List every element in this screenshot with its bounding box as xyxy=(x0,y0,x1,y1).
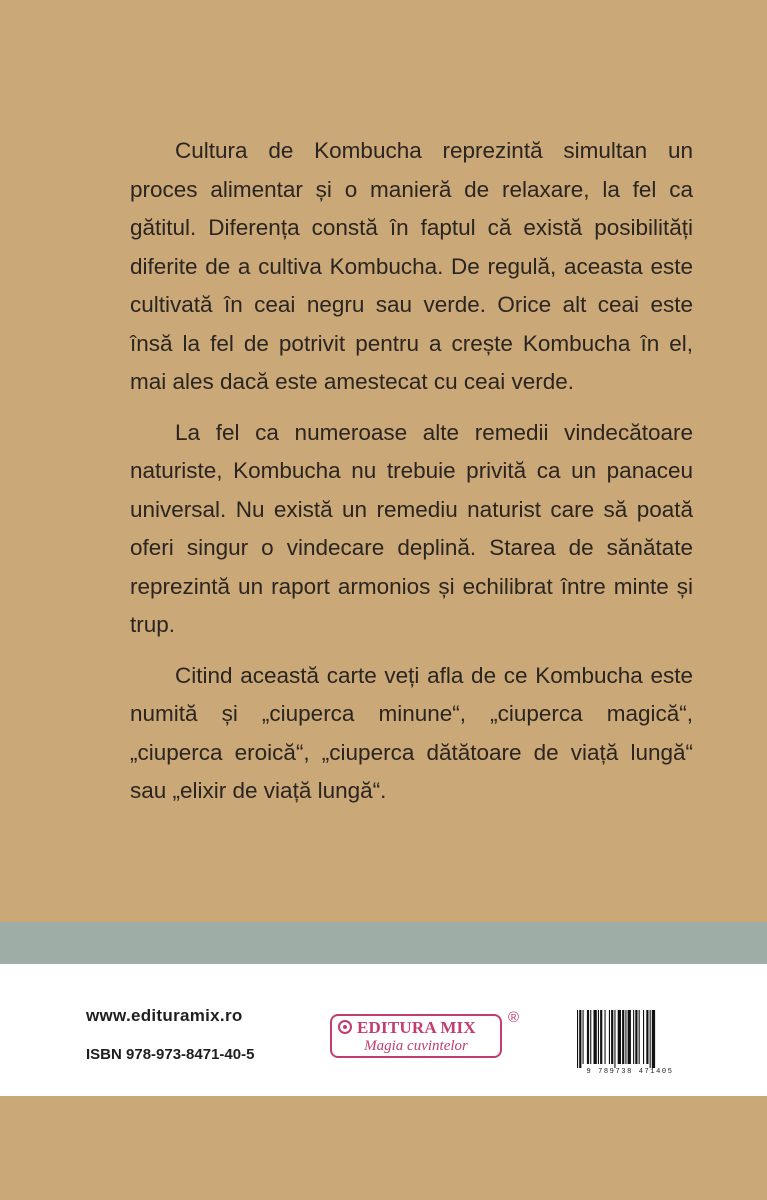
blurb-paragraph-1: Cultura de Kombucha reprezintă simultan un proces alimentar și o manieră de relaxare, la fel ca gătitul. Diferența constă în faptul că există posibilități diferite de a cultiva Kombucha. De regulă, aceasta este cultivată în ceai negru sau verde. Orice alt ceai este însă la fel de potrivit pentru a crește Kombucha în el, mai ales dacă este amestecat cu ceai verde. xyxy=(130,138,693,394)
website-url[interactable]: www.edituramix.ro xyxy=(86,1006,243,1025)
isbn-barcode xyxy=(575,1010,685,1078)
isbn-number: ISBN 978-973-8471-40-5 xyxy=(86,1046,255,1063)
flower-icon xyxy=(338,1020,352,1034)
blurb-paragraph-2: La fel ca numeroase alte remedii vindecătoare naturiste, Kombucha nu trebuie privită ca un panaceu universal. Nu există un remediu naturist care să poată oferi singur o vindecare deplină. Starea de sănătate reprezintă un raport armonios și echilibrat între minte și trup. xyxy=(130,419,693,637)
registered-mark: ® xyxy=(508,1009,520,1026)
blurb-paragraph-3: Citind această carte veți afla de ce Kombucha este numită și „ciuperca minune“, „ciuperca magică“, „ciuperca eroică“, „ciuperca dătătoare de viață lungă“ sau „elixir de viață lungă“. xyxy=(130,662,693,803)
barcode-digits: 9 789738 471405 xyxy=(586,1068,674,1076)
blurb-text xyxy=(130,132,693,811)
publisher-tagline: Magia cuvintelor xyxy=(364,1038,468,1054)
publisher-logo xyxy=(330,1014,502,1058)
barcode-icon xyxy=(575,1010,685,1068)
grey-stripe xyxy=(0,922,767,964)
publisher-name: EDITURA MIX xyxy=(357,1018,476,1037)
